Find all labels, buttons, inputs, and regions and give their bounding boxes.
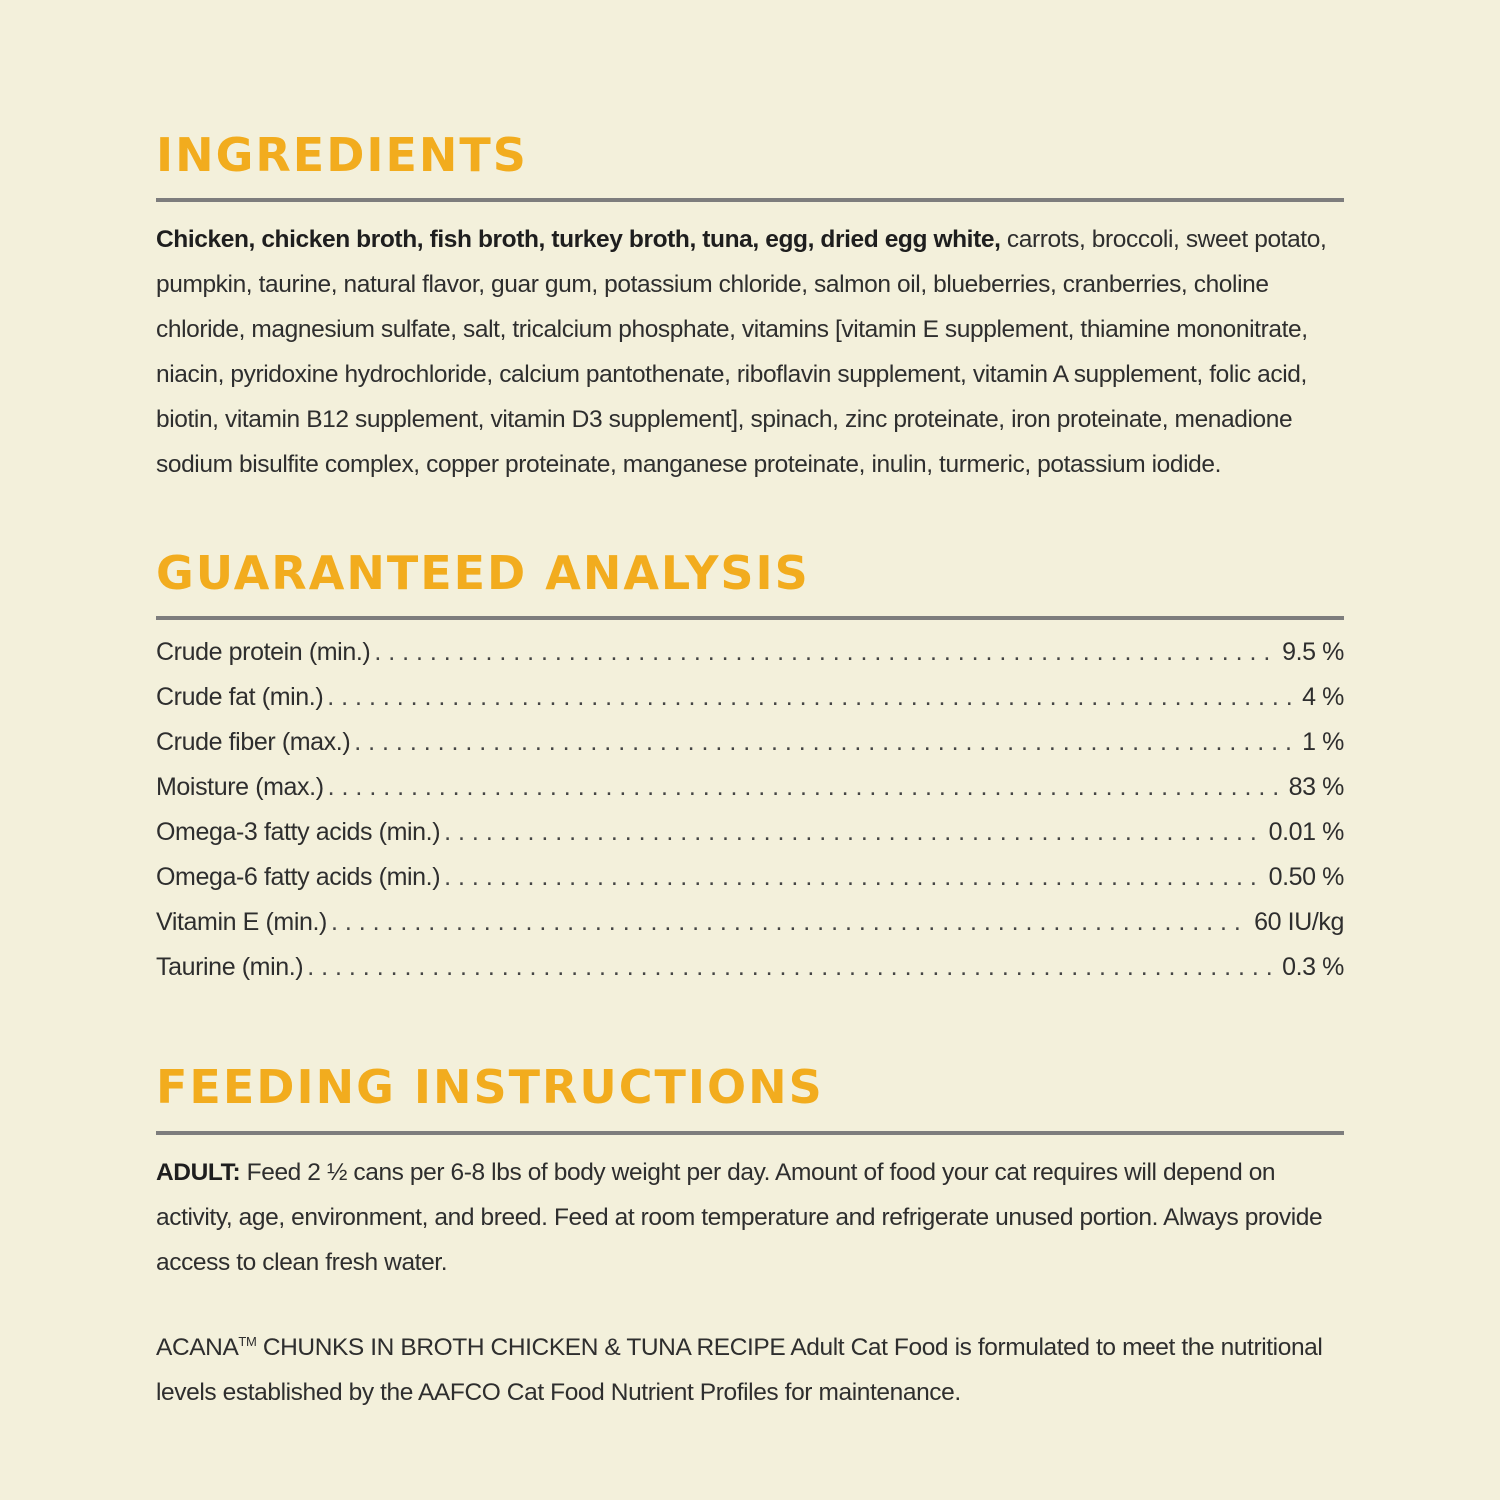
analysis-divider [156, 616, 1344, 620]
analysis-row [156, 638, 1344, 683]
analysis-label: Crude protein (min.) [156, 638, 371, 666]
analysis-row [156, 818, 1344, 863]
analysis-row [156, 863, 1344, 908]
analysis-label: Moisture (max.) [156, 773, 324, 801]
analysis-row [156, 908, 1344, 953]
ingredients-heading: INGREDIENTS [156, 128, 528, 182]
analysis-value: 60 IU/kg [1254, 908, 1344, 936]
analysis-table [156, 638, 1344, 998]
aafco-text: CHUNKS IN BROTH CHICKEN & TUNA RECIPE Adult Cat Food is formulated to meet the nutritional levels established by the AAFCO Cat Food Nutrient Profiles for maintenance. [156, 1334, 1323, 1406]
analysis-value: 0.50 % [1268, 863, 1344, 891]
brand-name: ACANA [156, 1334, 239, 1361]
analysis-label: Crude fiber (max.) [156, 728, 351, 756]
guaranteed-analysis-heading: GUARANTEED ANALYSIS [156, 546, 810, 600]
ingredients-divider [156, 198, 1344, 202]
trademark-mark: TM [238, 1334, 257, 1349]
analysis-label: Taurine (min.) [156, 953, 304, 981]
feeding-text [156, 1150, 1344, 1285]
analysis-value: 1 % [1302, 728, 1344, 756]
feeding-instructions-heading: FEEDING INSTRUCTIONS [156, 1060, 824, 1114]
analysis-value: 0.01 % [1268, 818, 1344, 846]
analysis-row [156, 683, 1344, 728]
analysis-row [156, 773, 1344, 818]
dot-leader [444, 863, 1264, 892]
analysis-row [156, 728, 1344, 773]
dot-leader [328, 773, 1285, 802]
adult-label: ADULT: [156, 1159, 241, 1186]
dot-leader [331, 908, 1250, 937]
analysis-label: Vitamin E (min.) [156, 908, 327, 936]
dot-leader [327, 683, 1298, 712]
ingredients-primary: Chicken, chicken broth, fish broth, turkey broth, tuna, egg, dried egg white, [156, 226, 1001, 253]
adult-instructions: Feed 2 ½ cans per 6-8 lbs of body weight per day. Amount of food your cat requires will depend on activity, age, environment, and breed. Feed at room temperature and refrigerate unused portion. Always provide access to clean fresh water. [156, 1159, 1323, 1276]
analysis-row [156, 953, 1344, 998]
analysis-label: Crude fat (min.) [156, 683, 324, 711]
analysis-value: 0.3 % [1282, 953, 1344, 981]
dot-leader [374, 638, 1278, 667]
dot-leader [354, 728, 1298, 757]
dot-leader [307, 953, 1278, 982]
aafco-statement [156, 1319, 1344, 1415]
analysis-value: 83 % [1288, 773, 1344, 801]
analysis-value: 9.5 % [1282, 638, 1344, 666]
feeding-divider [156, 1131, 1344, 1135]
ingredients-text [156, 217, 1344, 487]
dot-leader [444, 818, 1264, 847]
analysis-value: 4 % [1302, 683, 1344, 711]
analysis-label: Omega-6 fatty acids (min.) [156, 863, 441, 891]
ingredients-secondary: carrots, broccoli, sweet potato, pumpkin, taurine, natural flavor, guar gum, potassium chloride, salmon oil, blueberries, cranberries, choline chloride, magnesium sulfate, salt, tricalcium phosphate, vitamins [vitamin E supplement, thiamine mononitrate, niacin, pyridoxine hydrochloride, calcium pantothenate, riboflavin supplement, vitamin A supplement, folic acid, biotin, vitamin B12 supplement, vitamin D3 supplement], spinach, zinc proteinate, iron proteinate, menadione sodium bisulfite complex, copper proteinate, manganese proteinate, inulin, turmeric, potassium iodide. [156, 226, 1327, 478]
analysis-label: Omega-3 fatty acids (min.) [156, 818, 441, 846]
